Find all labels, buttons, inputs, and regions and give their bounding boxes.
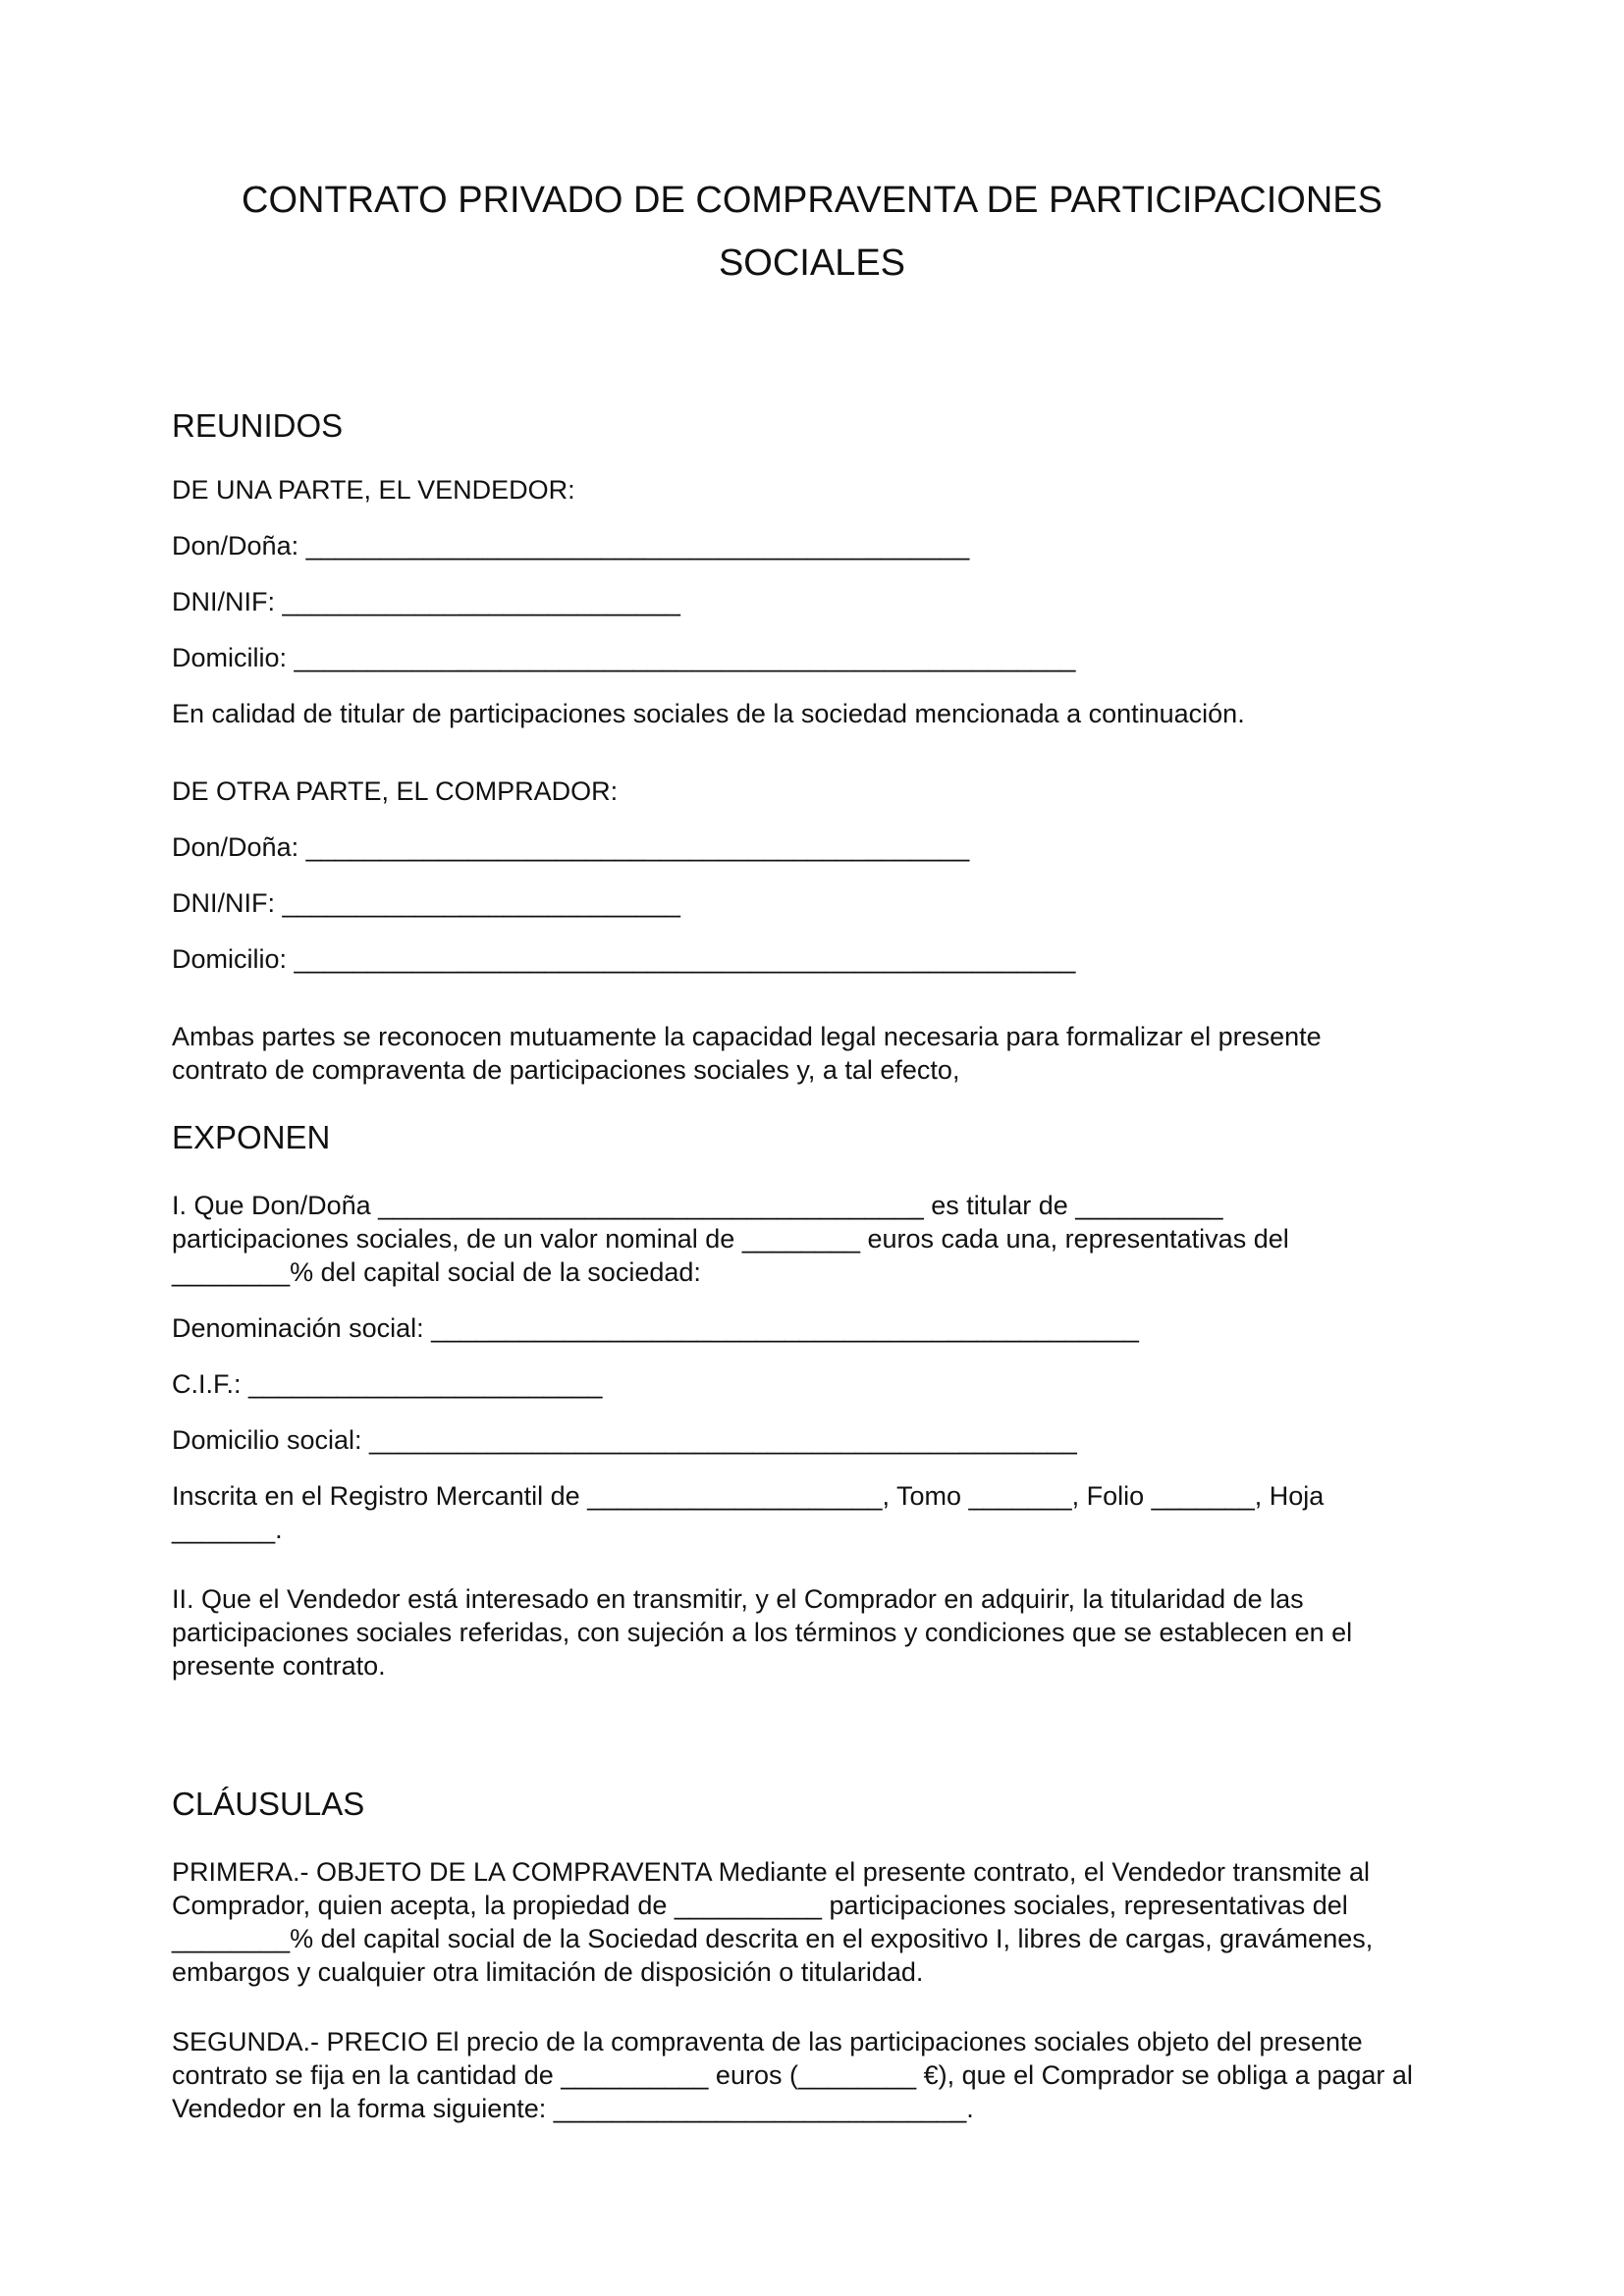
primera-line-1: PRIMERA.- OBJETO DE LA COMPRAVENTA Mediante el presente contrato, el Vendedor transmite al — [172, 1857, 1371, 1887]
title-line-2: SOCIALES — [718, 242, 906, 284]
segunda-line-3: Vendedor en la forma siguiente: ____________________________. — [172, 2094, 974, 2123]
expositivo-ii-line-3: presente contrato. — [172, 1651, 386, 1681]
cif-field: C.I.F.: ________________________ — [172, 1369, 603, 1399]
registro-line-2: _______. — [172, 1515, 283, 1544]
vendedor-address-field: Domicilio: _____________________________________________________ — [172, 643, 1076, 672]
expositivo-ii-line-1: II. Que el Vendedor está interesado en transmitir, y el Comprador en adquirir, la titularidad de las — [172, 1584, 1304, 1614]
vendedor-capacity-text: En calidad de titular de participaciones sociales de la sociedad mencionada a continuación. — [172, 699, 1245, 728]
expositivo-ii-line-2: participaciones sociales referidas, con sujeción a los términos y condiciones que se establecen en el — [172, 1618, 1353, 1647]
clausula-primera-paragraph — [172, 1855, 1452, 1989]
primera-line-4: embargos y cualquier otra limitación de disposición o titularidad. — [172, 1957, 924, 1987]
registro-line-1: Inscrita en el Registro Mercantil de ____________________, Tomo _______, Folio _______, Hoja — [172, 1481, 1325, 1511]
vendedor-dni-field: DNI/NIF: ___________________________ — [172, 587, 680, 616]
exponen-heading: EXPONEN — [172, 1119, 331, 1155]
title-line-1: CONTRATO PRIVADO DE COMPRAVENTA DE PARTICIPACIONES — [242, 180, 1382, 221]
comprador-heading: DE OTRA PARTE, EL COMPRADOR: — [172, 776, 619, 806]
clausulas-heading: CLÁUSULAS — [172, 1786, 365, 1822]
expositivo-ii-paragraph — [172, 1582, 1452, 1682]
segunda-line-2: contrato se fija en la cantidad de __________ euros (________ €), que el Comprador se obliga a pagar al — [172, 2060, 1413, 2090]
comprador-address-field: Domicilio: _____________________________________________________ — [172, 944, 1076, 974]
ambas-line-2: contrato de compraventa de participaciones sociales y, a tal efecto, — [172, 1055, 960, 1085]
registro-mercantil-paragraph — [172, 1479, 1452, 1546]
expositivo-i-line-3: ________% del capital social de la sociedad: — [172, 1257, 701, 1287]
primera-line-2: Comprador, quien acepta, la propiedad de __________ participaciones sociales, representativas del — [172, 1891, 1348, 1920]
domicilio-social-field: Domicilio social: ________________________________________________ — [172, 1425, 1077, 1455]
expositivo-i-paragraph — [172, 1189, 1452, 1289]
comprador-name-field: Don/Doña: _____________________________________________ — [172, 832, 970, 862]
document-title — [172, 0, 1452, 294]
segunda-line-1: SEGUNDA.- PRECIO El precio de la compraventa de las participaciones sociales objeto del presente — [172, 2027, 1363, 2056]
vendedor-name-field: Don/Doña: _____________________________________________ — [172, 531, 970, 561]
comprador-dni-field: DNI/NIF: ___________________________ — [172, 888, 680, 918]
vendedor-heading: DE UNA PARTE, EL VENDEDOR: — [172, 475, 575, 505]
clausula-segunda-paragraph — [172, 2025, 1452, 2125]
denominacion-social-field: Denominación social: ________________________________________________ — [172, 1313, 1139, 1343]
ambas-partes-paragraph — [172, 1020, 1452, 1087]
expositivo-i-line-2: participaciones sociales, de un valor nominal de ________ euros cada una, representativas del — [172, 1224, 1289, 1254]
primera-line-3: ________% del capital social de la Sociedad descrita en el expositivo I, libres de cargas, gravámenes, — [172, 1924, 1374, 1953]
ambas-line-1: Ambas partes se reconocen mutuamente la capacidad legal necesaria para formalizar el presente — [172, 1022, 1322, 1051]
expositivo-i-line-1: I. Que Don/Doña _____________________________________ es titular de __________ — [172, 1191, 1223, 1220]
reunidos-heading: REUNIDOS — [172, 407, 344, 444]
